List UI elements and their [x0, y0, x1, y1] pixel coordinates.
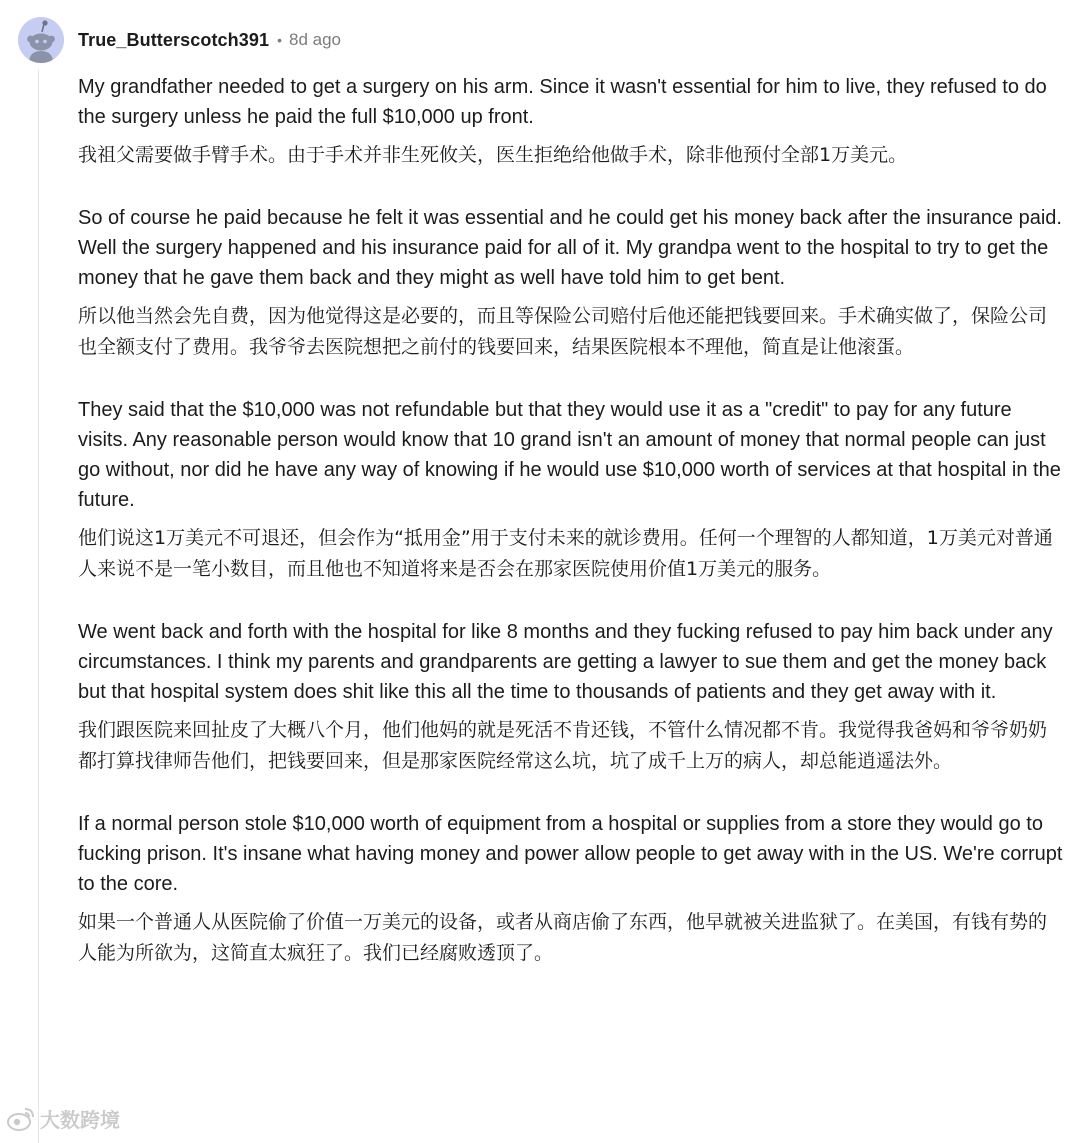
paragraph-gap — [78, 171, 1063, 203]
paragraph-block — [78, 395, 1063, 585]
paragraph-gap — [78, 777, 1063, 809]
paragraph-block — [78, 203, 1063, 363]
chinese-translation: 如果一个普通人从医院偷了价值一万美元的设备，或者从商店偷了东西，他早就被关进监狱了。在美国，有钱有势的人能为所欲为，这简直太疯狂了。我们已经腐败透顶了。 — [78, 911, 1048, 964]
username-link[interactable]: True_Butterscotch391 — [78, 29, 270, 50]
english-text: If a normal person stole $10,000 worth of equipment from a hospital or supplies from a store they would go to fucking prison. It's insane what having money and power allow people to get away with in the US. We're corrupt to the core. — [78, 813, 1063, 895]
chinese-translation: 我祖父需要做手臂手术。由于手术并非生死攸关，医生拒绝给他做手术，除非他预付全部1万美元。 — [78, 144, 908, 166]
comment-header — [18, 16, 341, 64]
avatar[interactable] — [18, 17, 64, 63]
separator-dot: • — [277, 32, 282, 48]
watermark-text: 大数跨境 — [40, 1108, 120, 1132]
paragraph-block — [78, 617, 1063, 777]
timestamp[interactable]: 8d ago — [288, 30, 341, 49]
paragraph-gap — [78, 363, 1063, 395]
weibo-icon — [6, 1106, 36, 1132]
paragraph-gap — [78, 585, 1063, 617]
reddit-snoo-avatar-icon — [18, 17, 64, 63]
chinese-translation: 他们说这1万美元不可退还，但会作为“抵用金”用于支付未来的就诊费用。任何一个理智的人都知道，1万美元对普通人来说不是一笔小数目，而且他也不知道将来是否会在那家医院使用价值1万美元的服务。 — [78, 527, 1053, 580]
english-text: My grandfather needed to get a surgery on his arm. Since it wasn't essential for him to live, they refused to do the surgery unless he paid the full $10,000 up front. — [78, 76, 1047, 128]
paragraph-block — [78, 809, 1063, 969]
comment-body — [78, 72, 1063, 969]
english-text: So of course he paid because he felt it was essential and he could get his money back after the insurance paid. Well the surgery happened and his insurance paid for all of it. My grandpa went to the hospital to try to get the money that he gave them back and they might as well have told him to get bent. — [78, 207, 1062, 289]
chinese-translation: 我们跟医院来回扯皮了大概八个月，他们他妈的就是死活不肯还钱，不管什么情况都不肯。我觉得我爸妈和爷爷奶奶都打算找律师告他们，把钱要回来，但是那家医院经常这么坑，坑了成千上万的病人，却总能逍遥法外。 — [78, 719, 1048, 772]
english-text: They said that the $10,000 was not refundable but that they would use it as a "credit" to pay for any future visits. Any reasonable person would know that 10 grand isn't an amount of money that normal people can just go without, nor did he have any way of knowing if he would use $10,000 worth of services at that hospital in the future. — [78, 399, 1061, 511]
paragraph-block — [78, 72, 1063, 171]
watermark — [6, 1104, 120, 1133]
english-text: We went back and forth with the hospital for like 8 months and they fucking refused to pay him back under any circumstances. I think my parents and grandparents are getting a lawyer to sue them and get the money back but that hospital system does shit like this all the time to thousands of patients and they get away with it. — [78, 621, 1053, 703]
chinese-translation: 所以他当然会先自费，因为他觉得这是必要的，而且等保险公司赔付后他还能把钱要回来。手术确实做了，保险公司也全额支付了费用。我爷爷去医院想把之前付的钱要回来，结果医院根本不理他，简直是让他滚蛋。 — [78, 305, 1048, 358]
thread-line[interactable] — [38, 70, 39, 1143]
